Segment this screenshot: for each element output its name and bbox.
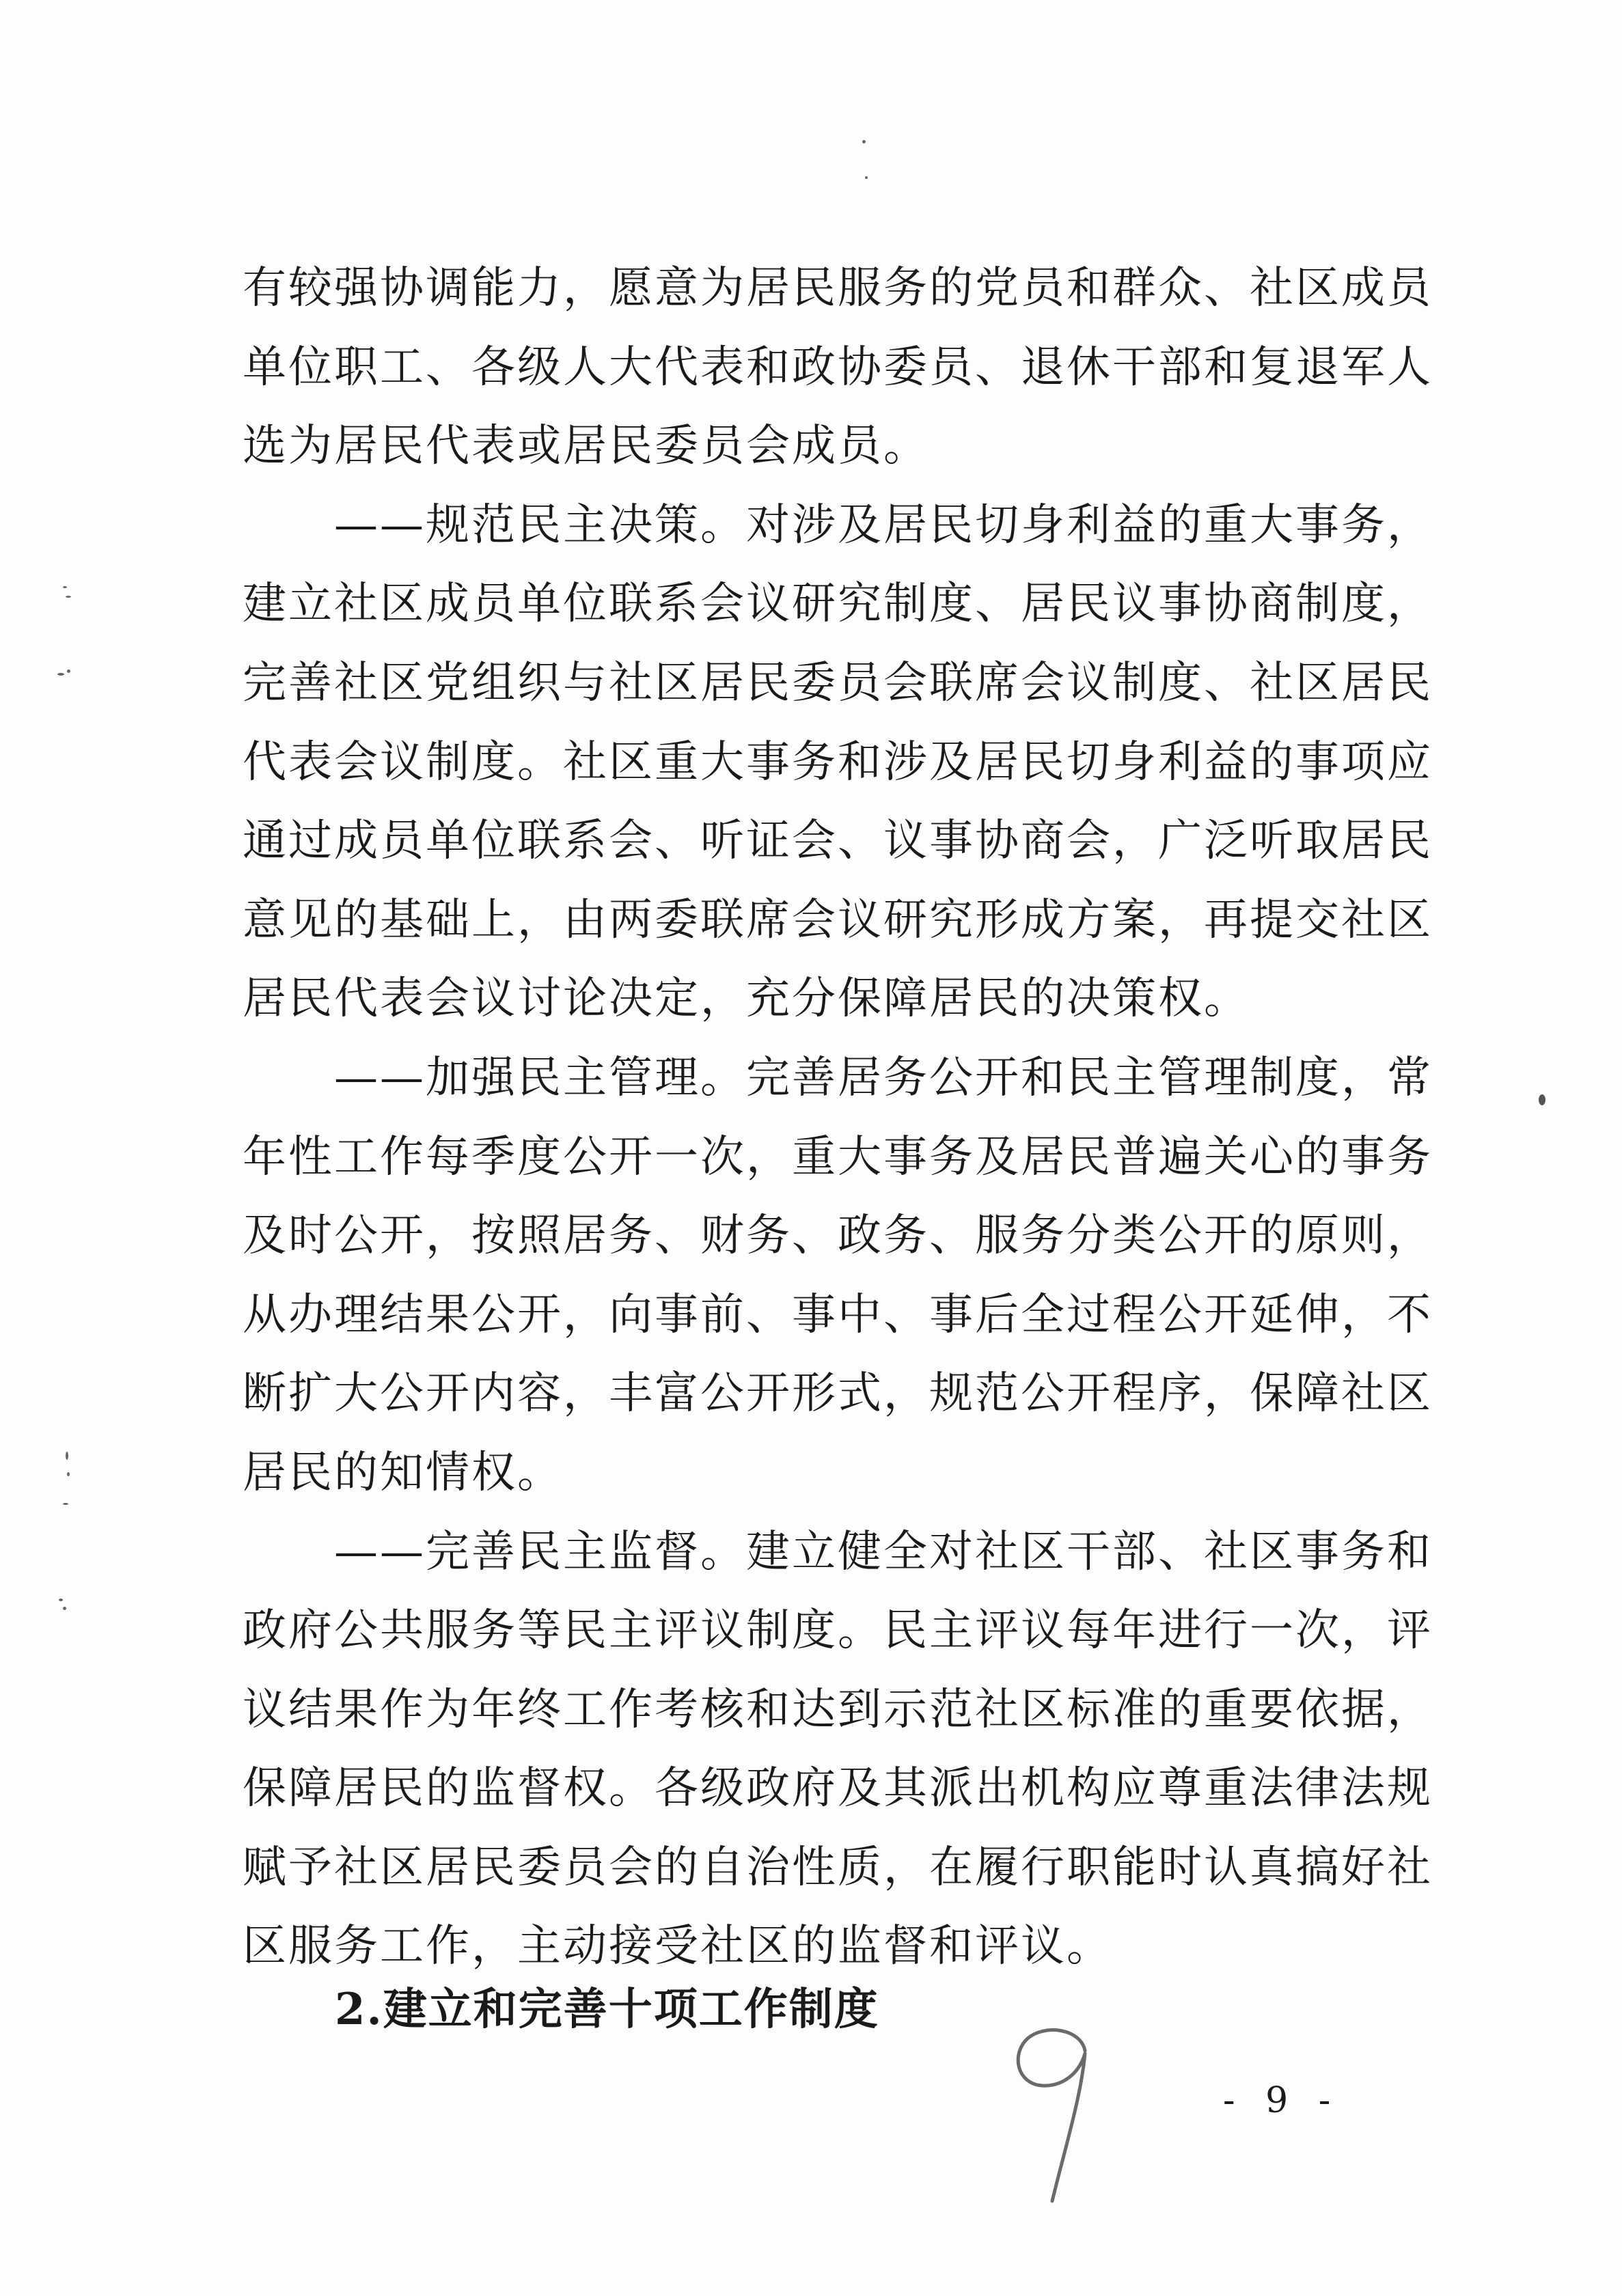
text-line: 议结果作为年终工作考核和达到示范社区标准的重要依据， [243, 1684, 1433, 1735]
scan-speck [63, 1607, 66, 1610]
text-line: 建立社区成员单位联系会议研究制度、居民议事协商制度， [243, 579, 1433, 630]
scan-speck [1539, 1094, 1545, 1105]
text-line: 代表会议制度。社区重大事务和涉及居民切身利益的事项应 [243, 736, 1433, 788]
text-line: ——规范民主决策。对涉及居民切身利益的重大事务， [243, 499, 1433, 551]
scan-speck [63, 1503, 68, 1505]
scan-speck [865, 176, 868, 179]
scan-speck [67, 669, 70, 673]
text-line: ——加强民主管理。完善居务公开和民主管理制度，常 [243, 1052, 1433, 1103]
section-heading: 2.建立和完善十项工作制度 [335, 1984, 879, 2035]
scan-speck [66, 596, 71, 598]
scan-speck [57, 673, 64, 676]
scan-speck [67, 1472, 70, 1476]
text-line: 单位职工、各级人大代表和政协委员、退休干部和复退军人 [243, 342, 1433, 393]
text-line: 断扩大公开内容，丰富公开形式，规范公开程序，保障社区 [243, 1368, 1433, 1420]
document-body [243, 249, 1433, 1987]
text-line: 有较强协调能力，愿意为居民服务的党员和群众、社区成员 [243, 263, 1433, 314]
handwritten-page-number [1004, 2022, 1100, 2207]
text-line: 选为居民代表或居民委员会成员。 [243, 421, 929, 472]
page-number: - 9 - [1223, 2080, 1341, 2121]
scan-speck [63, 586, 67, 588]
text-line: 意见的基础上，由两委联席会议研究形成方案，再提交社区 [243, 894, 1433, 945]
scan-speck [862, 140, 866, 143]
text-line: 年性工作每季度公开一次，重大事务及居民普遍关心的事务 [243, 1131, 1433, 1182]
text-line: 政府公共服务等民主评议制度。民主评议每年进行一次，评 [243, 1605, 1433, 1657]
text-line: 通过成员单位联系会、听证会、议事协商会，广泛听取居民 [243, 816, 1433, 867]
text-line: 从办理结果公开，向事前、事中、事后全过程公开延伸，不 [243, 1289, 1433, 1340]
text-line: 区服务工作，主动接受社区的监督和评议。 [243, 1921, 1112, 1972]
text-line: 完善社区党组织与社区居民委员会联席会议制度、社区居民 [243, 657, 1433, 708]
text-line: 居民代表会议讨论决定，充分保障居民的决策权。 [243, 973, 1250, 1025]
text-line: 及时公开，按照居务、财务、政务、服务分类公开的原则， [243, 1211, 1433, 1262]
text-line: 保障居民的监督权。各级政府及其派出机构应尊重法律法规 [243, 1763, 1433, 1814]
scan-speck [59, 1599, 63, 1601]
text-line: 赋予社区居民委员会的自治性质，在履行职能时认真搞好社 [243, 1842, 1433, 1893]
text-line: 居民的知情权。 [243, 1447, 563, 1498]
scan-speck [66, 1452, 68, 1460]
text-line: ——完善民主监督。建立健全对社区干部、社区事务和 [243, 1526, 1433, 1577]
